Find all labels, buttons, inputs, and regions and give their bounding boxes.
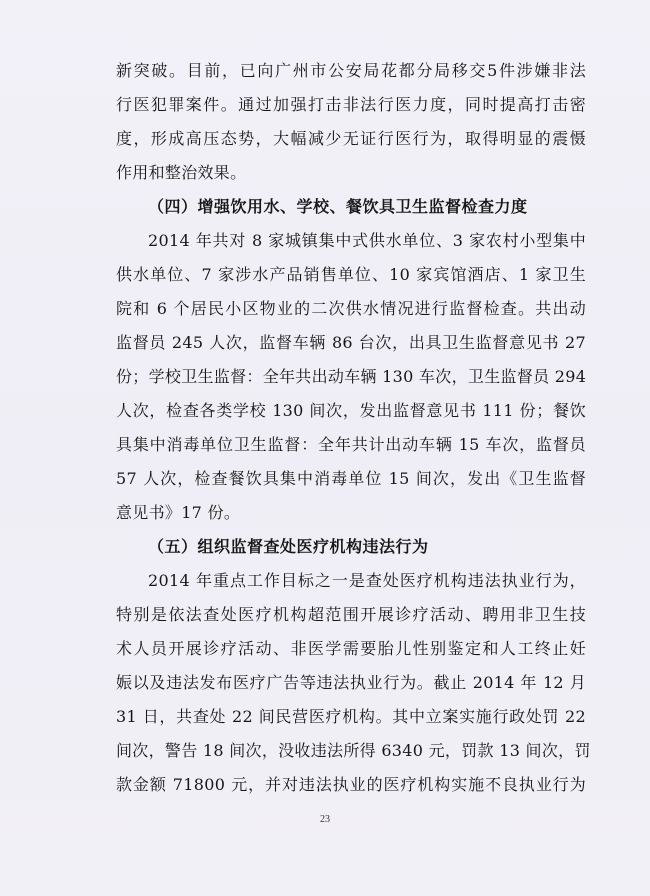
page-number: 23 [320, 814, 330, 825]
paragraph-line: 2014 年重点工作目标之一是查处医疗机构违法执业行为， [148, 571, 586, 590]
paragraph-line: 31 日，共查处 22 间民营医疗机构。其中立案实施行政处罚 22 [116, 707, 586, 726]
paragraph-line: 新突破。目前，已向广州市公安局花都分局移交5件涉嫌非法 [116, 61, 586, 80]
paragraph-line: 监督员 245 人次，监督车辆 86 台次，出具卫生监督意见书 27 [116, 333, 586, 352]
paragraph-line: 间次，警告 18 间次，没收违法所得 6340 元，罚款 13 间次，罚 [116, 741, 591, 760]
paragraph-line: 术人员开展诊疗活动、非医学需要胎儿性别鉴定和人工终止妊 [116, 639, 586, 658]
paragraph-line: 行医犯罪案件。通过加强打击非法行医力度，同时提高打击密 [116, 95, 586, 114]
paragraph-line: 度，形成高压态势，大幅减少无证行医行为，取得明显的震慑 [116, 129, 586, 148]
paragraph-line: 特别是依法查处医疗机构超范围开展诊疗活动、聘用非卫生技 [116, 605, 586, 624]
paragraph-line: 人次，检查各类学校 130 间次，发出监督意见书 111 份；餐饮 [116, 401, 586, 420]
section-heading-5: （五）组织监督查处医疗机构违法行为 [148, 537, 429, 556]
paragraph-line: 院和 6 个居民小区物业的二次供水情况进行监督检查。共出动 [116, 299, 586, 318]
paragraph-line: 57 人次，检查餐饮具集中消毒单位 15 间次，发出《卫生监督 [116, 469, 586, 488]
paragraph-line: 作用和整治效果。 [116, 163, 247, 182]
paragraph-line: 2014 年共对 8 家城镇集中式供水单位、3 家农村小型集中 [148, 231, 586, 250]
paragraph-line: 款金额 71800 元，并对违法执业的医疗机构实施不良执业行为 [116, 775, 586, 794]
section-heading-4: （四）增强饮用水、学校、餐饮具卫生监督检查力度 [148, 197, 528, 216]
paragraph-line: 具集中消毒单位卫生监督：全年共计出动车辆 15 车次，监督员 [116, 435, 586, 454]
paragraph-line: 供水单位、7 家涉水产品销售单位、10 家宾馆酒店、1 家卫生 [116, 265, 586, 284]
paragraph-line: 份；学校卫生监督：全年共出动车辆 130 车次，卫生监督员 294 [116, 367, 587, 386]
paragraph-line: 意见书》17 份。 [116, 503, 241, 522]
paragraph-line: 娠以及违法发布医疗广告等违法执业行为。截止 2014 年 12 月 [116, 673, 586, 692]
